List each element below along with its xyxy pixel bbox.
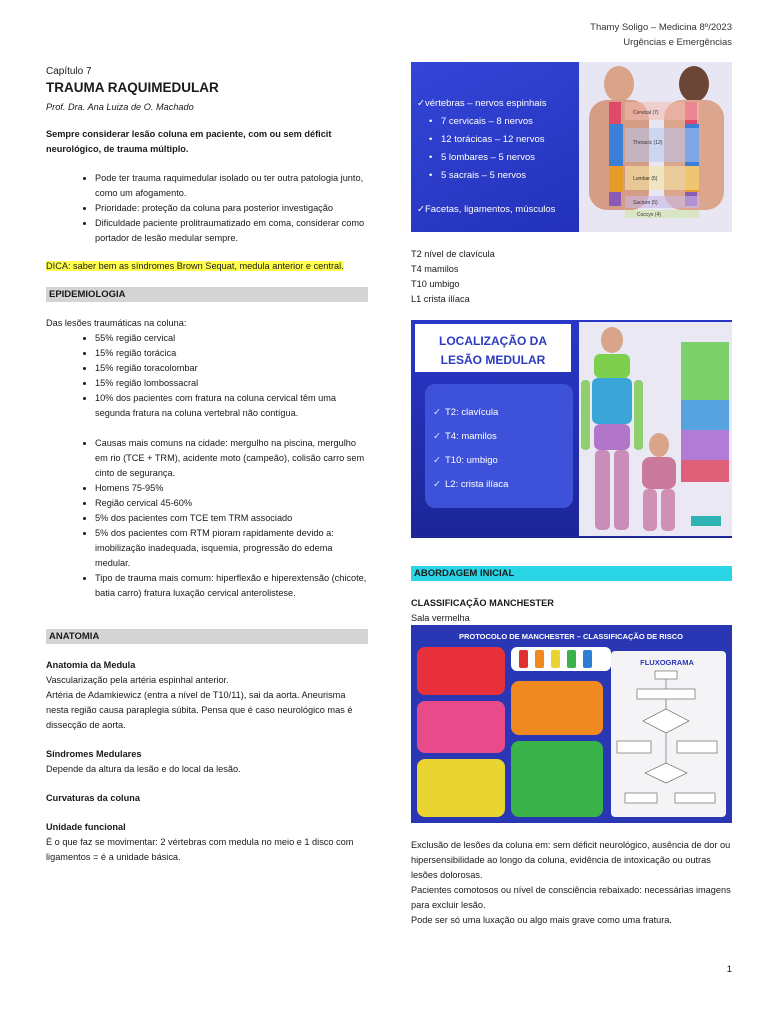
functional-unit-text: É o que faz se movimentar: 2 vértebras com medula no meio e 1 disco com ligamentos = é a unidade básica. xyxy=(46,837,354,862)
left-column xyxy=(46,64,368,865)
section-initial-approach: ABORDAGEM INICIAL xyxy=(411,566,732,581)
list-item: • 15% região toracolombar xyxy=(95,361,368,376)
list-item: • Homens 75-95% xyxy=(95,481,368,496)
page-number: 1 xyxy=(726,964,732,975)
slide2-item: L2: crista ilíaca xyxy=(445,479,509,490)
list-item: • Prioridade: proteção da coluna para posterior investigação xyxy=(95,201,368,216)
list-item: • 5% dos pacientes com TCE tem TRM associado xyxy=(95,511,368,526)
slide-spine-image xyxy=(411,62,732,232)
svg-text:✓: ✓ xyxy=(417,204,425,215)
intro-list xyxy=(46,171,368,246)
manchester-room: Sala vermelha xyxy=(411,613,470,623)
slide1-footer: Facetas, ligamentos, músculos xyxy=(425,204,556,215)
svg-text:•: • xyxy=(429,116,433,127)
list-item: • Tipo de trauma mais comum: hiperflexão e hiperextensão (chicote, batia carro) fratura luxação cervical anterolistese. xyxy=(95,571,368,601)
slide1-item: 5 lombares – 5 nervos xyxy=(441,152,535,163)
slide2-title: LESÃO MEDULAR xyxy=(440,353,546,367)
closing-paragraph: Pode ser só uma luxação ou algo mais grave como uma fratura. xyxy=(411,915,672,925)
epidemiology-list-b xyxy=(46,436,368,601)
landmark-item: T2 nível de clavícula xyxy=(411,249,495,259)
slide1-label: Cervical (7) xyxy=(633,110,659,116)
functional-unit-subheading: Unidade funcional xyxy=(46,822,126,832)
running-header xyxy=(590,20,732,50)
landmark-item: T10 umbigo xyxy=(411,279,460,289)
epidemiology-list-a xyxy=(46,331,368,421)
svg-text:✓: ✓ xyxy=(433,455,441,466)
anatomy-text: Vascularização pela artéria espinhal anterior. xyxy=(46,675,229,685)
section-anatomy: ANATOMIA xyxy=(46,629,368,644)
manchester-heading-block xyxy=(411,596,731,626)
chapter-label: Capítulo 7 xyxy=(46,66,92,77)
list-item: • 5% dos pacientes com RTM pioram rapidamente devido a: imobilização inadequada, isquemia, progressão do edema medular. xyxy=(95,526,368,571)
header-author: Thamy Soligo – Medicina 8º/2023 xyxy=(590,22,732,33)
slide1-item: 7 cervicais – 8 nervos xyxy=(441,116,533,127)
slide1-label: Coccyx (4) xyxy=(637,212,661,218)
slide2-title: LOCALIZAÇÃO DA xyxy=(439,334,547,348)
tip-highlight: DICA: saber bem as síndromes Brown Sequat, medula anterior e central. xyxy=(46,261,344,271)
professor-name: Prof. Dra. Ana Luiza de O. Machado xyxy=(46,102,194,112)
slide3-title: PROTOCOLO DE MANCHESTER – CLASSIFICAÇÃO DE RISCO xyxy=(458,632,684,641)
slide1-label: Sacrum (5) xyxy=(633,200,658,206)
landmarks-list xyxy=(411,247,731,307)
list-item: • 55% região cervical xyxy=(95,331,368,346)
list-item: • Dificuldade paciente prolitraumatizado em coma, considerar como portador de lesão medular sempre. xyxy=(95,216,368,246)
svg-text:•: • xyxy=(429,152,433,163)
slide3-flow-title: FLUXOGRAMA xyxy=(640,658,694,667)
svg-text:•: • xyxy=(429,170,433,181)
closing-text xyxy=(411,838,733,928)
slide2-item: T2: clavícula xyxy=(445,407,499,418)
svg-text:✓: ✓ xyxy=(417,98,425,109)
svg-text:✓: ✓ xyxy=(433,431,441,442)
svg-text:•: • xyxy=(429,134,433,145)
list-item: • Pode ter trauma raquimedular isolado ou ter outra patologia junto, como um afogamento. xyxy=(95,171,368,201)
anatomy-subheading: Anatomia da Medula xyxy=(46,660,136,670)
slide2-item: T10: umbigo xyxy=(445,455,498,466)
syndromes-text: Depende da altura da lesão e do local da lesão. xyxy=(46,764,241,774)
list-item: • Região cervical 45-60% xyxy=(95,496,368,511)
slide1-item: 12 torácicas – 12 nervos xyxy=(441,134,545,145)
manchester-subheading: CLASSIFICAÇÃO MANCHESTER xyxy=(411,598,554,608)
list-item: • 15% região torácica xyxy=(95,346,368,361)
slide1-label: Lumbar (5) xyxy=(633,176,658,182)
slide1-title: vértebras – nervos espinhais xyxy=(425,98,547,109)
slide1-label: Thoracic (12) xyxy=(633,140,663,146)
list-item: • 10% dos pacientes com fratura na coluna cervical têm uma segunda fratura na coluna vertebral não contígua. xyxy=(95,391,368,421)
list-item: • Causas mais comuns na cidade: mergulho na piscina, mergulho em rio (TCE + TRM), acidente moto (campeão), colisão carro sem cinto de segurança. xyxy=(95,436,368,481)
landmark-item: L1 crista ilíaca xyxy=(411,294,470,304)
list-item: • 15% região lombossacral xyxy=(95,376,368,391)
slide-manchester-image xyxy=(411,625,732,823)
intro-statement: Sempre considerar lesão coluna em paciente, com ou sem déficit neurológico, de trauma múltiplo. xyxy=(46,129,332,154)
svg-text:✓: ✓ xyxy=(433,479,441,490)
epidemiology-lead: Das lesões traumáticas na coluna: xyxy=(46,318,187,328)
header-subject: Urgências e Emergências xyxy=(623,37,732,48)
slide-lesion-location-image xyxy=(411,320,732,538)
syndromes-subheading: Síndromes Medulares xyxy=(46,749,142,759)
curvatures-subheading: Curvaturas da coluna xyxy=(46,793,140,803)
slide2-item: T4: mamilos xyxy=(445,431,497,442)
svg-text:✓: ✓ xyxy=(433,407,441,418)
anatomy-text: Artéria de Adamkiewicz (entra a nível de T10/11), sai da aorta. Aneurisma nesta região causa paraplegia súbita. Pensa que é caso neurológico mas é dissecção de aorta. xyxy=(46,690,353,730)
section-epidemiology: EPIDEMIOLOGIA xyxy=(46,287,368,302)
slide1-item: 5 sacrais – 5 nervos xyxy=(441,170,527,181)
closing-paragraph: Exclusão de lesões da coluna em: sem déficit neurológico, ausência de dor ou hipersensibilidade ao longo da coluna, evidência de intoxicação ou outras lesões dolorosas. xyxy=(411,840,731,880)
closing-paragraph: Pacientes comotosos ou nível de consciência rebaixado: necessárias imagens para excluir lesão. xyxy=(411,885,731,910)
page-title: TRAUMA RAQUIMEDULAR xyxy=(46,80,219,95)
landmark-item: T4 mamilos xyxy=(411,264,459,274)
